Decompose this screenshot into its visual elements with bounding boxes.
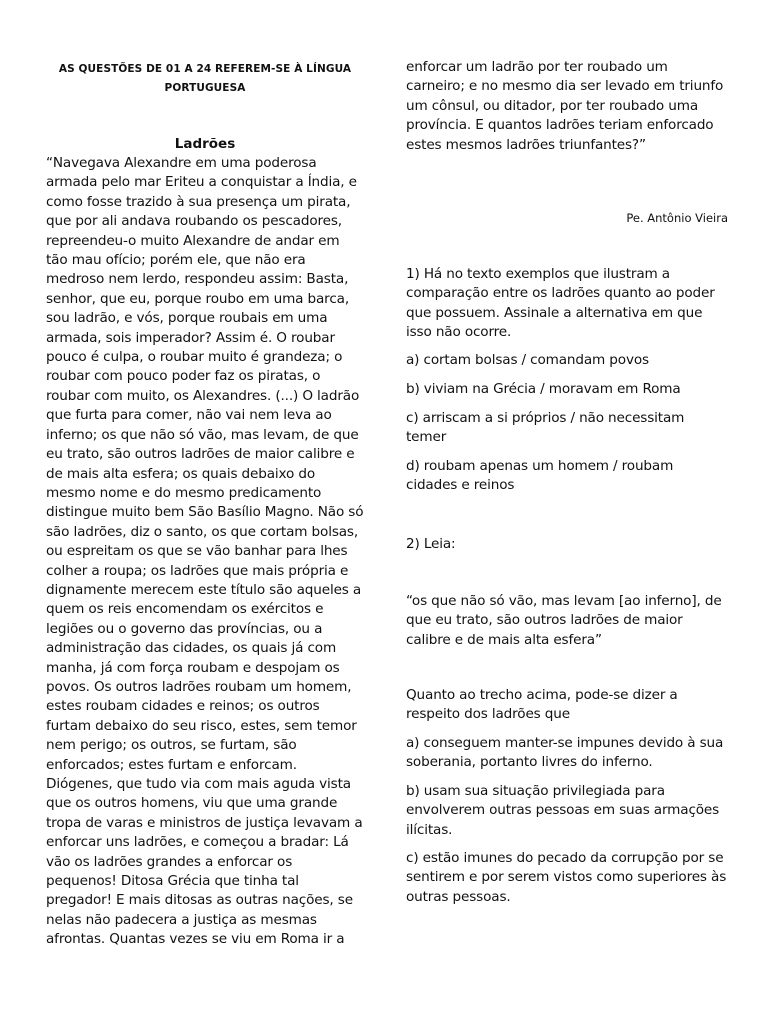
question-1-prompt: 1) Há no texto exemplos que ilustram a comparação entre os ladrões quanto ao poder que possuem. Assinale a alternativa em que isso não ocorre. [406, 266, 715, 341]
question-2-statement: Quanto ao trecho acima, pode-se dizer a respeito dos ladrões que [406, 687, 678, 723]
question-2-option-b: b) usam sua situação privilegiada para envolverem outras pessoas em suas armações ilícitas. [406, 783, 720, 838]
text-title: Ladrões [174, 136, 236, 152]
question-1-option-a: a) cortam bolsas / comandam povos [406, 352, 649, 368]
question-2-option-a: a) conseguem manter-se impunes devido à sua soberania, portanto livres do inferno. [406, 735, 724, 771]
author-credit: Pe. Antônio Vieira [626, 211, 728, 225]
section-header: AS QUESTÕES DE 01 A 24 REFEREM-SE À LÍNGUA PORTUGUESA [58, 63, 352, 94]
question-2-quote: “os que não só vão, mas levam [ao inferno], de que eu trato, são outros ladrões de maior calibre e de mais alta esfera” [406, 593, 722, 648]
question-1-option-b: b) viviam na Grécia / moravam em Roma [406, 381, 681, 397]
question-2-option-c: c) estão imunes do pecado da corrupção por se sentirem e por serem vistos como superiores às outras pessoas. [406, 850, 727, 905]
question-2-prompt: 2) Leia: [406, 536, 456, 552]
question-1-option-d: d) roubam apenas um homem / roubam cidades e reinos [406, 458, 674, 494]
question-1-option-c: c) arriscam a si próprios / não necessitam temer [406, 410, 685, 446]
passage-continuation: enforcar um ladrão por ter roubado um carneiro; e no mesmo dia ser levado em triunfo um cônsul, ou ditador, por ter roubado uma província. E quantos ladrões teriam enforcado estes mesmos ladrões triunfantes?” [406, 59, 724, 153]
passage-text: “Navegava Alexandre em uma poderosa armada pelo mar Eriteu a conquistar a Índia, e como fosse trazido à sua presença um pirata, que por ali andava roubando os pescadores, repreendeu-o muito Alexandre de andar em tão mau ofício; porém ele, que não era medroso nem lerdo, respondeu assim: Basta, senhor, que eu, porque roubo em uma barca, sou ladrão, e vós, porque roubais em uma armada, sois imperador? Assim é. O roubar pouco é culpa, o roubar muito é grandeza; o roubar com pouco poder faz os piratas, o roubar com muito, os Alexandres. (...) O ladrão que furta para comer, não vai nem leva ao inferno; os que não só vão, mas levam, de que eu trato, são outros ladrões de maior calibre e de mais alta esfera; os quais debaixo do mesmo nome e do mesmo predicamento distingue muito bem São Basílio Magno. Não só são ladrões, diz o santo, os que cortam bolsas, ou espreitam os que se vão banhar para lhes colher a roupa; os ladrões que mais própria e dignamente merecem este título são aqueles a quem os reis encomendam os exércitos e legiões ou o governo das províncias, ou a administração das cidades, os quais já com manha, já com força roubam e despojam os povos. Os outros ladrões roubam um homem, estes roubam cidades e reinos; os outros furtam debaixo do seu risco, estes, sem temor nem perigo; os outros, se furtam, são enforcados; estes furtam e enforcam. Diógenes, que tudo via com mais aguda vista que os outros homens, viu que uma grande tropa de varas e ministros de justiça levavam a enforcar uns ladrões, e começou a bradar: Lá vão os ladrões grandes a enforcar os pequenos! Ditosa Grécia que tinha tal pregador! E mais ditosas as outras nações, se nelas não padecera a justiça as mesmas afrontas. Quantas vezes se viu em Roma ir a [46, 155, 364, 948]
